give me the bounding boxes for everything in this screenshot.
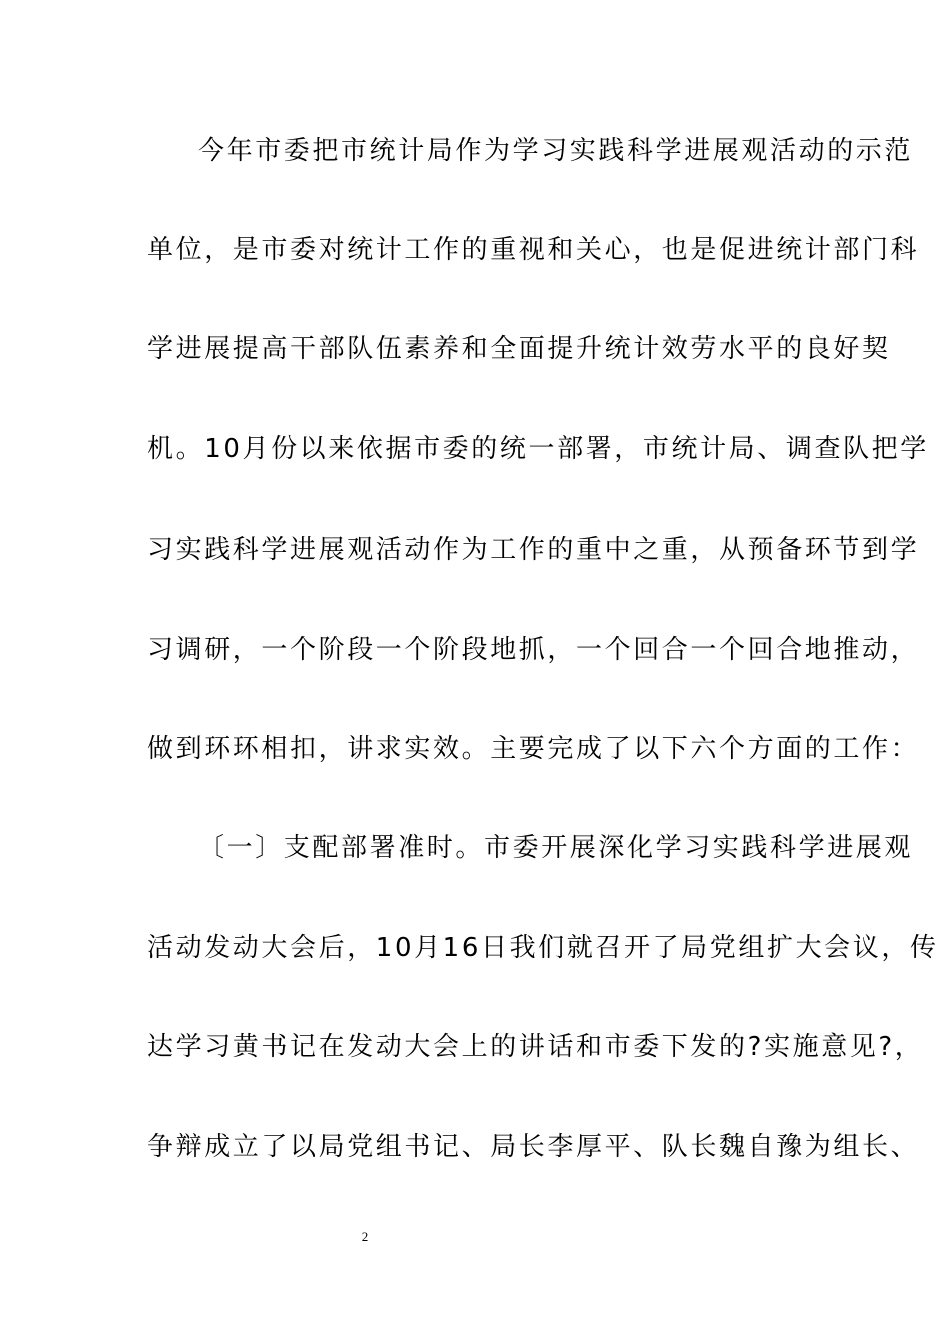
paragraph-1-line-2: 单位，是市委对统计工作的重视和关心，也是促进统计部门科 [147, 235, 920, 265]
paragraph-1-line-5: 习实践科学进展观活动作为工作的重中之重，从预备环节到学 [147, 535, 920, 565]
paragraph-1-line-4: 机。10月份以来依据市委的统一部署，市统计局、调查队把学 [147, 434, 929, 464]
paragraph-2-line-4: 争辩成立了以局党组书记、局长李厚平、队长魏自豫为组长、 [147, 1132, 920, 1162]
paragraph-1-line-1: 今年市委把市统计局作为学习实践科学进展观活动的示范 [198, 136, 914, 166]
paragraph-1-line-6: 习调研，一个阶段一个阶段地抓，一个回合一个回合地推动， [147, 635, 920, 665]
paragraph-2-line-2: 活动发动大会后，10月16日我们就召开了局党组扩大会议，传 [147, 933, 939, 963]
paragraph-1-line-3: 学进展提高干部队伍素养和全面提升统计效劳水平的良好契 [147, 334, 891, 364]
page-number: 2 [361, 1229, 369, 1244]
paragraph-2-line-1: 〔一〕支配部署准时。市委开展深化学习实践科学进展观 [198, 833, 914, 863]
paragraph-2-line-3: 达学习黄书记在发动大会上的讲话和市委下发的?实施意见?， [147, 1032, 924, 1062]
paragraph-1-line-7: 做到环环相扣，讲求实效。主要完成了以下六个方面的工作： [147, 734, 920, 764]
